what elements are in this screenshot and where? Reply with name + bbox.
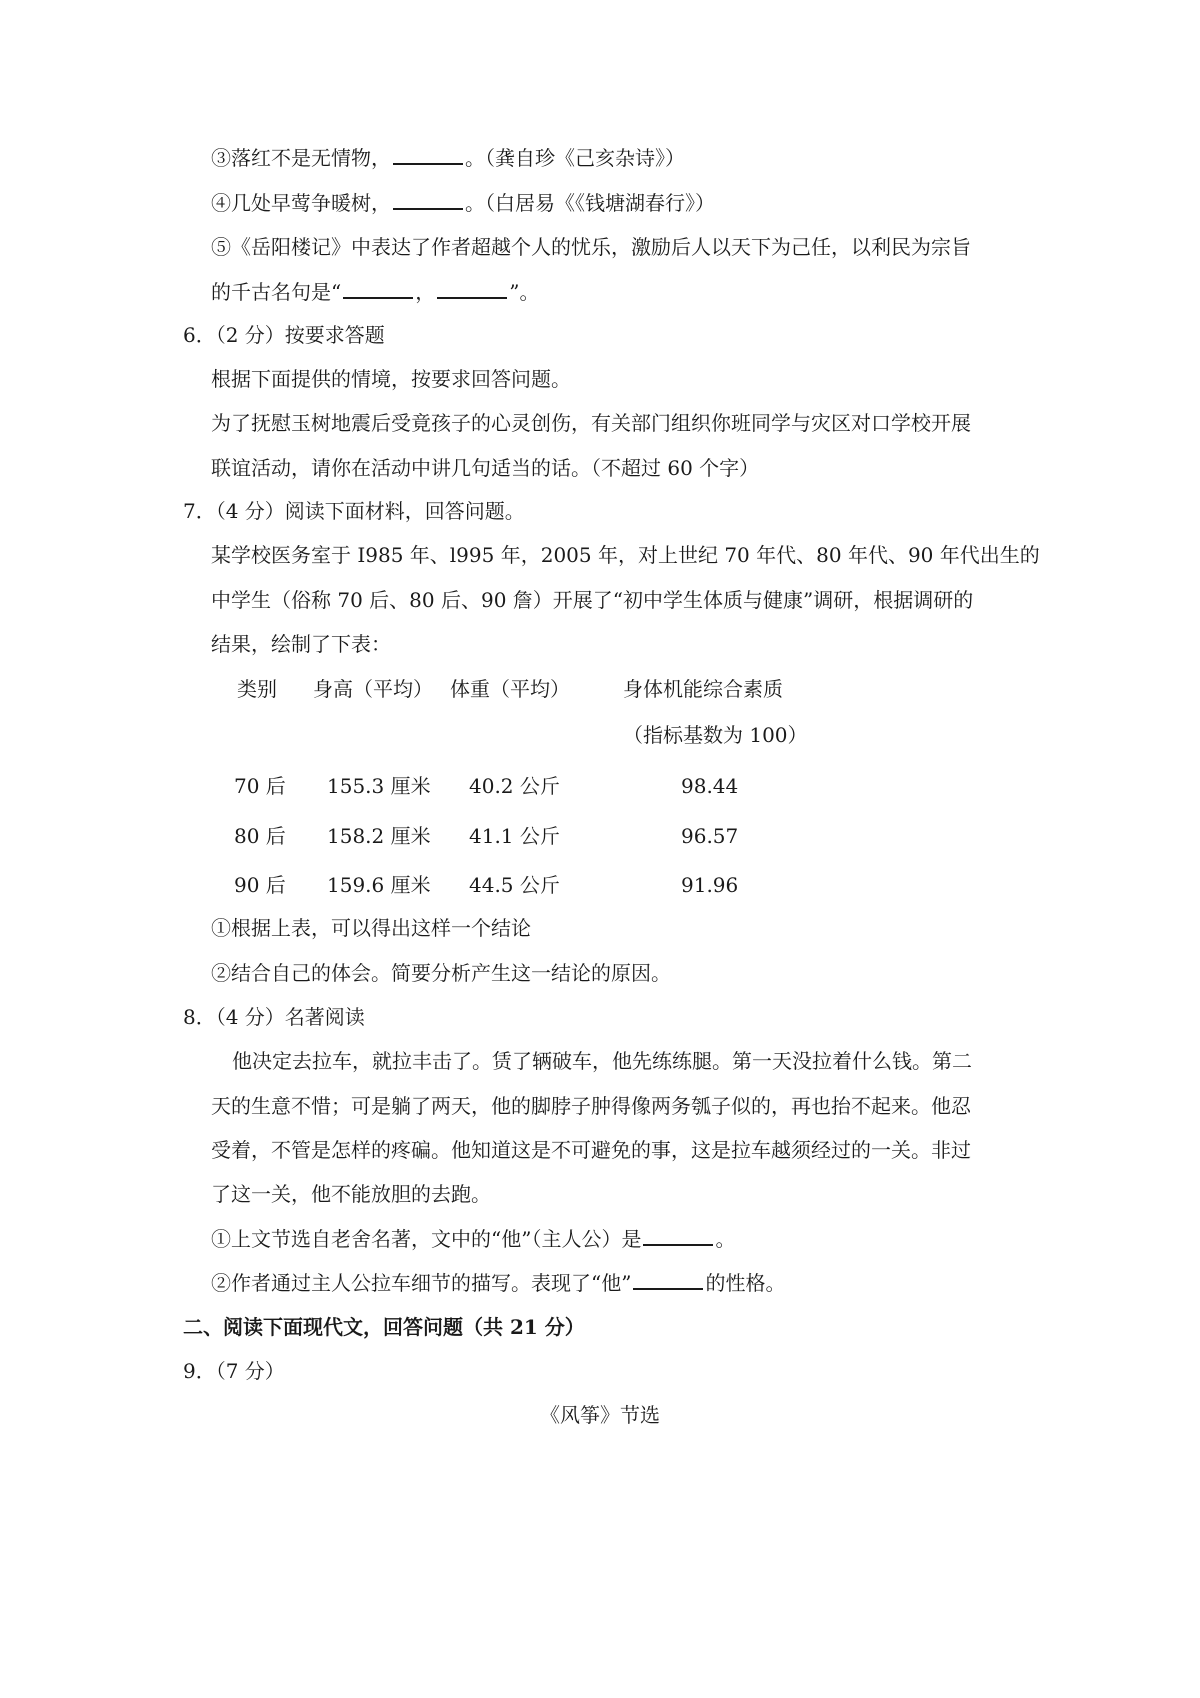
q5-item4-text: ④几处早莺争暖树， (211, 191, 391, 215)
table-cell: 44.5 公斤 (469, 873, 560, 897)
q8-sub1 (211, 1226, 735, 1252)
q8-sub2 (211, 1270, 785, 1296)
q5-item5-line2 (211, 279, 539, 305)
q5-item5-text: 的千古名句是“ (211, 280, 342, 304)
q6-line1: 根据下面提供的情境，按要求回答问题。 (211, 367, 571, 391)
table-header-note: （指标基数为 100） (623, 723, 808, 747)
table-cell: 90 后 (234, 873, 286, 897)
q8-sub2-text: ②作者通过主人公拉车细节的描写。表现了“他” (211, 1271, 632, 1295)
answer-blank[interactable] (393, 190, 463, 210)
table-header-height: 身高（平均） (313, 677, 433, 701)
table-cell: 155.3 厘米 (327, 774, 431, 798)
q8-passage-line1: 他决定去拉车，就拉丰击了。赁了辆破车，他先练练腿。第一天没拉着什么钱。第二 (232, 1049, 972, 1073)
q5-item4-source: 。（白居易《《钱塘湖春行》） (465, 191, 715, 215)
answer-blank[interactable] (343, 279, 413, 299)
q8-heading: 8．（4 分）名著阅读 (183, 1005, 365, 1029)
q8-sub1-text: ①上文节选自老舍名著，文中的“他”（主人公）是 (211, 1227, 642, 1251)
q5-item3-text: ③落红不是无情物， (211, 146, 391, 170)
q7-heading: 7．（4 分）阅读下面材料，回答问题。 (183, 499, 525, 523)
q9-heading: 9．（7 分） (183, 1359, 285, 1383)
table-header-category: 类别 (237, 677, 277, 701)
q5-item5-end: ”。 (509, 280, 540, 304)
q5-item3 (211, 145, 685, 171)
answer-blank[interactable] (633, 1270, 703, 1290)
table-cell: 159.6 厘米 (327, 873, 431, 897)
table-cell: 40.2 公斤 (469, 774, 560, 798)
q8-sub2-end: 的性格。 (705, 1271, 786, 1295)
answer-blank[interactable] (393, 145, 463, 165)
passage-title: 《风筝》节选 (540, 1403, 660, 1427)
q6-heading: 6．（2 分）按要求答题 (183, 323, 385, 347)
q8-passage-line2: 天的生意不惜；可是躺了两天，他的脚脖子肿得像两务瓠子似的，再也抬不起来。他忍 (211, 1094, 971, 1118)
q7-line2: 中学生（俗称 70 后、80 后、90 詹）开展了“初中学生体质与健康”调研，根据调研的 (211, 588, 974, 612)
q8-sub1-end: 。 (715, 1227, 736, 1251)
table-cell: 91.96 (681, 873, 739, 897)
q5-item5-sep: ， (415, 280, 436, 304)
answer-blank[interactable] (437, 279, 507, 299)
table-header-weight: 体重（平均） (450, 677, 570, 701)
table-cell: 41.1 公斤 (469, 824, 560, 848)
q8-passage-line4: 了这一关，他不能放胆的去跑。 (211, 1182, 491, 1206)
table-cell: 70 后 (234, 774, 286, 798)
q6-line3: 联谊活动，请你在活动中讲几句适当的话。（不超过 60 个字） (211, 456, 760, 480)
table-cell: 80 后 (234, 824, 286, 848)
q7-line1: 某学校医务室于 I985 年、l995 年，2005 年，对上世纪 70 年代、80 年代、90 年代出生的 (211, 543, 1040, 567)
table-header-fitness: 身体机能综合素质 (623, 677, 783, 701)
q7-sub2: ②结合自己的体会。简要分析产生这一结论的原因。 (211, 961, 671, 985)
section-heading: 二、阅读下面现代文，回答问题（共 21 分） (183, 1315, 585, 1339)
q7-sub1: ①根据上表，可以得出这样一个结论 (211, 916, 531, 940)
q5-item3-source: 。（龚自珍《己亥杂诗》） (465, 146, 685, 170)
q5-item5-line1: ⑤《岳阳楼记》中表达了作者超越个人的忧乐，激励后人以天下为己任，以利民为宗旨 (211, 235, 971, 259)
q5-item4 (211, 190, 715, 216)
q8-passage-line3: 受着，不管是怎样的疼碥。他知道这是不可避免的事，这是拉车越须经过的一关。非过 (211, 1138, 971, 1162)
table-cell: 96.57 (681, 824, 739, 848)
q6-line2: 为了抚慰玉树地震后受竟孩子的心灵创伤，有关部门组织你班同学与灾区对口学校开展 (211, 411, 971, 435)
answer-blank[interactable] (643, 1226, 713, 1246)
q7-line3: 结果，绘制了下表： (211, 632, 391, 656)
table-cell: 158.2 厘米 (327, 824, 431, 848)
table-cell: 98.44 (681, 774, 739, 798)
